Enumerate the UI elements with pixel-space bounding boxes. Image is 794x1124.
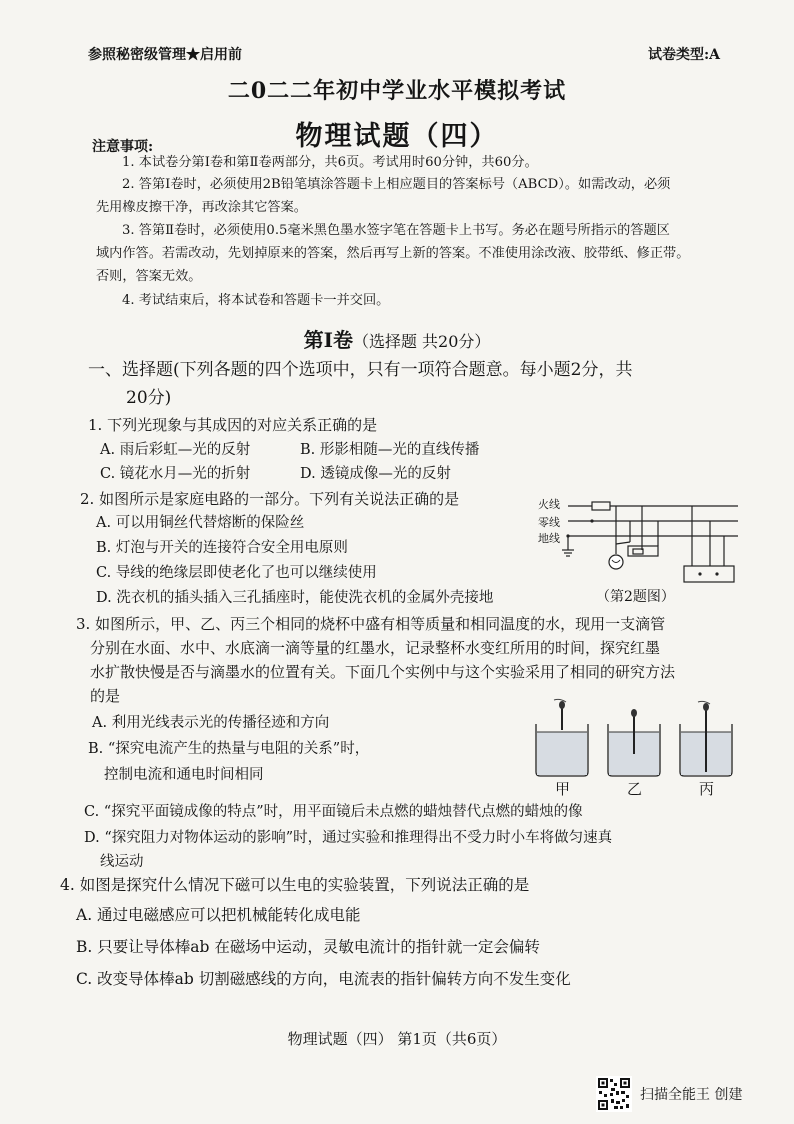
beaker-label-jia: 甲: [555, 780, 571, 798]
q3-option-a: A. 利用光线表示光的传播径迹和方向: [92, 715, 330, 731]
note-item: 3. 答第Ⅱ卷时，必须使用0.5毫米黑色墨水签字笔在答题卡上书写。务必在题号所指示的答题区: [122, 223, 670, 238]
q1-option-a: A. 雨后彩虹—光的反射: [100, 442, 251, 458]
beaker-icon: [536, 699, 588, 776]
q3-option-b: B. “探究电流产生的热量与电阻的关系”时，: [88, 741, 370, 757]
q4-option-c: C. 改变导体棒ab 切割磁感线的方向，电流表的指针偏转方向不发生变化: [76, 970, 571, 988]
note-item: 否则，答案无效。: [96, 269, 202, 284]
note-item: 1. 本试卷分第Ⅰ卷和第Ⅱ卷两部分，共6页。考试用时60分钟，共60分。: [122, 155, 538, 170]
q3-stem: 3. 如图所示，甲、乙、丙三个相同的烧杯中盛有相等质量和相同温度的水，现用一支滴管: [76, 615, 666, 633]
figure-caption: （第2题图）: [596, 589, 675, 605]
q1-stem: 1. 下列光现象与其成因的对应关系正确的是: [88, 416, 378, 434]
q3-stem-cont: 水扩散快慢是否与滴墨水的位置有关。下面几个实例中与这个实验采用了相同的研究方法: [90, 663, 676, 681]
beaker-label-bing: 丙: [699, 780, 715, 798]
q1-option-b: B. 形影相随—光的直线传播: [300, 442, 480, 458]
circuit-diagram: [560, 496, 740, 586]
part1-instruction: 一、选择题(下列各题的四个选项中，只有一项符合题意。每小题2分，共: [88, 360, 633, 380]
qr-code-icon: [596, 1076, 632, 1112]
ground-wire-label: 地线: [538, 532, 560, 545]
q1-option-d: D. 透镜成像—光的反射: [300, 466, 451, 482]
q3-option-b-cont: 控制电流和通电时间相同: [104, 767, 264, 783]
beaker-icon: [608, 709, 660, 776]
beaker-icon: [680, 701, 732, 776]
section-title-main: 第Ⅰ卷: [303, 328, 353, 352]
q3-option-d-cont: 线运动: [100, 854, 144, 870]
section-title: [0, 324, 794, 353]
q2-option-d: D. 洗衣机的插头插入三孔插座时，能使洗衣机的金属外壳接地: [96, 590, 494, 606]
section-subtitle: （选择题 共20分）: [352, 332, 491, 351]
scanner-watermark: 扫描全能王 创建: [640, 1087, 743, 1103]
q3-option-c: C. “探究平面镜成像的特点”时，用平面镜后未点燃的蜡烛替代点燃的蜡烛的像: [84, 804, 583, 820]
q3-stem-cont: 分别在水面、水中、水底滴一滴等量的红墨水，记录整杯水变红所用的时间，探究红墨: [90, 639, 661, 657]
note-item: 域内作答。若需改动，先划掉原来的答案，然后再写上新的答案。不准使用涂改液、胶带纸、修正带。: [96, 246, 690, 261]
q1-option-c: C. 镜花水月—光的折射: [100, 466, 251, 482]
notes-heading: 注意事项:: [92, 139, 154, 155]
paper-type-label: 试卷类型:A: [648, 47, 721, 63]
note-item: 4. 考试结束后，将本试卷和答题卡一并交回。: [122, 293, 390, 308]
q4-option-b: B. 只要让导体棒ab 在磁场中运动，灵敏电流计的指针就一定会偏转: [76, 938, 540, 956]
q2-stem: 2. 如图所示是家庭电路的一部分。下列有关说法正确的是: [80, 490, 460, 508]
beakers-diagram: [520, 698, 740, 780]
q2-option-b: B. 灯泡与开关的连接符合安全用电原则: [96, 540, 348, 556]
q3-option-d: D. “探究阻力对物体运动的影响”时，通过实验和推理得出不受力时小车将做匀速真: [84, 830, 613, 846]
q2-option-a: A. 可以用铜丝代替熔断的保险丝: [96, 515, 305, 531]
confidential-label: 参照秘密级管理★启用前: [88, 47, 242, 63]
lightbulb-icon: [609, 555, 623, 569]
q4-option-a: A. 通过电磁感应可以把机械能转化成电能: [76, 906, 361, 924]
q4-stem: 4. 如图是探究什么情况下磁可以生电的实验装置，下列说法正确的是: [60, 876, 530, 894]
live-wire-label: 火线: [538, 498, 560, 511]
note-item: 2. 答第Ⅰ卷时，必须使用2B铅笔填涂答题卡上相应题目的答案标号（ABCD）。如需改动，必须: [122, 177, 671, 192]
socket-icon: [698, 572, 718, 575]
note-item: 先用橡皮擦干净，再改涂其它答案。: [96, 200, 307, 215]
q3-stem-cont: 的是: [90, 687, 121, 705]
beaker-label-yi: 乙: [627, 780, 643, 798]
q2-option-c: C. 导线的绝缘层即使老化了也可以继续使用: [96, 565, 377, 581]
paper-title: 物理试题（四）: [295, 121, 499, 152]
exam-title: 二0二二年初中学业水平模拟考试: [227, 78, 567, 104]
neutral-wire-label: 零线: [538, 516, 560, 529]
part1-instruction-cont: 20分): [126, 388, 172, 408]
page-footer: 物理试题（四） 第1页（共6页）: [287, 1030, 507, 1048]
